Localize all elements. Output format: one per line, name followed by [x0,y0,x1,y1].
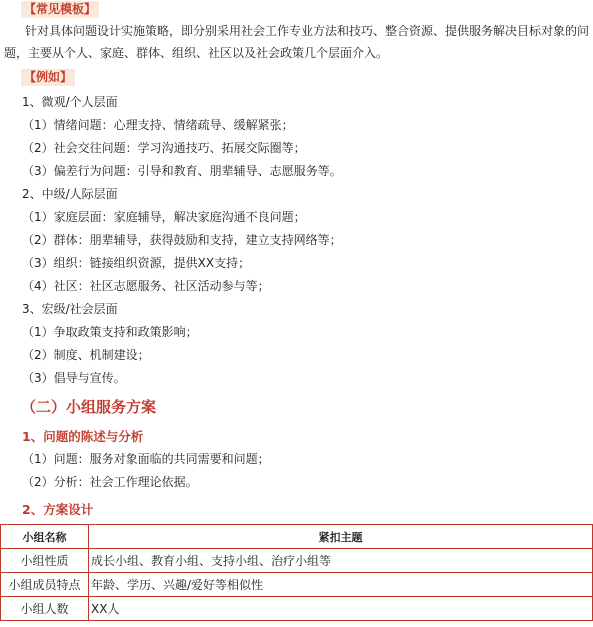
list-item: （1）争取政策支持和政策影响； [22,325,198,339]
template-tag: 【常见模板】 [21,1,99,18]
table-cell-label: 小组成员特点 [1,573,89,597]
example-tag: 【例如】 [21,69,75,86]
template-paragraph: 针对具体问题设计实施策略，即分别采用社会工作专业方法和技巧、整合资源、提供服务解决目标对象的问题，主要从个人、家庭、群体、组织、社区以及社会政策几个层面介入。 [4,24,590,60]
list-item: （3）倡导与宣传。 [22,371,126,385]
table-header-row [1,525,593,549]
subsection-title: 1、问题的陈述与分析 [22,429,144,444]
section-title: （二）小组服务方案 [21,398,157,416]
table-cell-value: 年龄、学历、兴趣/爱好等相似性 [89,573,593,597]
list-item: （2）群体：朋辈辅导，获得鼓励和支持，建立支持网络等； [22,233,342,247]
table-cell-value: 成长小组、教育小组、支持小组、治疗小组等 [89,549,593,573]
list-item: （1）问题：服务对象面临的共同需要和问题； [22,452,270,466]
table-row [1,549,593,573]
list-item: （1）情绪问题：心理支持、情绪疏导、缓解紧张； [22,118,294,132]
level-heading: 3、宏级/社会层面 [22,302,118,316]
list-item: （2）社会交往问题：学习沟通技巧、拓展交际圈等； [22,141,306,155]
list-item: （1）家庭层面：家庭辅导，解决家庭沟通不良问题； [22,210,306,224]
list-item: （2）制度、机制建设； [22,348,150,362]
list-item: （3）组织：链接组织资源，提供XX支持； [22,256,251,270]
table-row [1,597,593,621]
list-item: （4）社区：社区志愿服务、社区活动参与等； [22,279,270,293]
table-cell-label: 小组人数 [1,597,89,621]
level-heading: 1、微观/个人层面 [22,95,118,109]
level-heading: 2、中级/人际层面 [22,187,118,201]
table-row [1,573,593,597]
plan-table [0,524,593,621]
table-cell-value: XX人 [89,597,593,621]
table-header-cell: 紧扣主题 [89,525,593,549]
subsection-title: 2、方案设计 [22,502,94,517]
list-item: （3）偏差行为问题：引导和教育、朋辈辅导、志愿服务等。 [22,164,342,178]
list-item: （2）分析：社会工作理论依据。 [22,475,198,489]
table-header-cell: 小组名称 [1,525,89,549]
table-cell-label: 小组性质 [1,549,89,573]
